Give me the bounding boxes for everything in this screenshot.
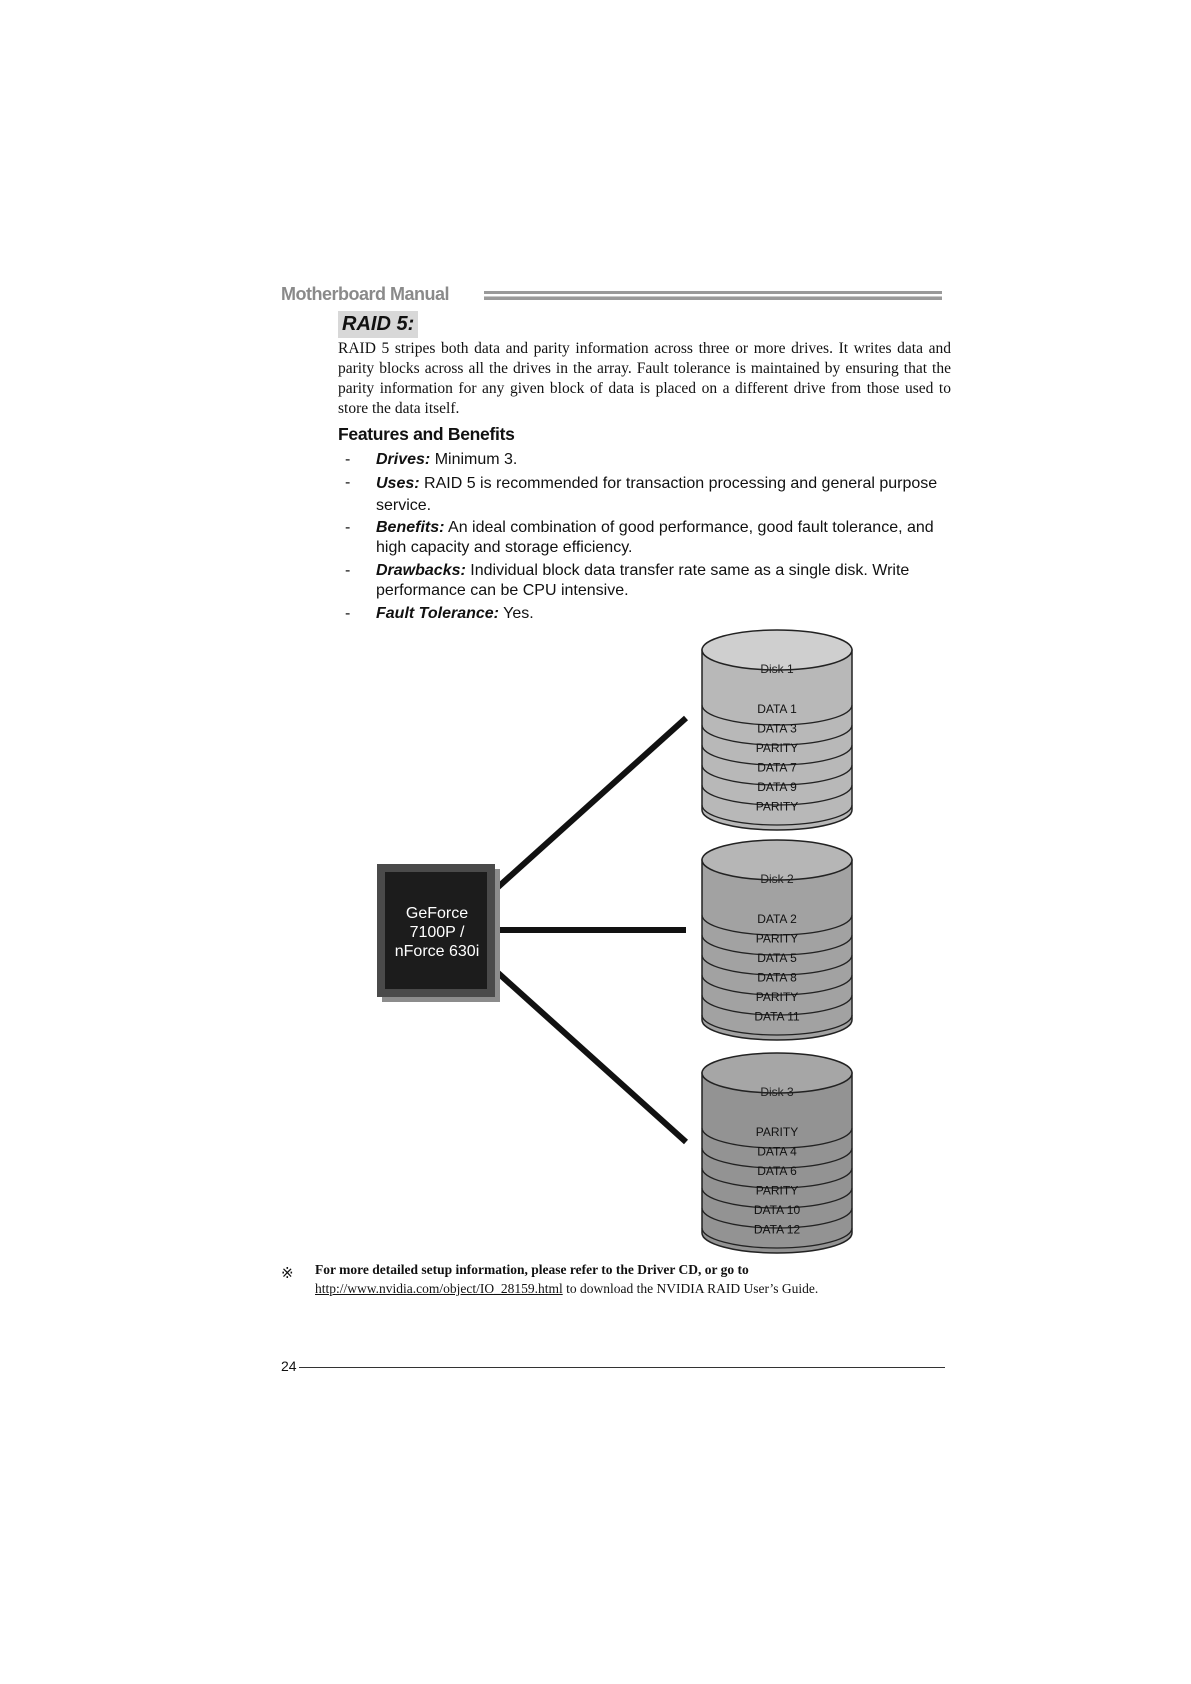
data-block-label: PARITY	[755, 741, 799, 755]
list-dash: -	[345, 474, 351, 491]
disk-array	[702, 630, 852, 1253]
data-block-label: PARITY	[755, 799, 799, 814]
footer-rule	[299, 1367, 945, 1368]
data-block-label: DATA 5	[757, 951, 797, 965]
list-dash: -	[345, 562, 351, 579]
data-block-label: DATA 11	[754, 1009, 800, 1024]
data-block-label: PARITY	[755, 1125, 799, 1139]
connector-line-disk3	[497, 972, 686, 1142]
feature-text: An ideal combination of good performance, good fault tolerance, and high capacity and storage efficiency.	[376, 519, 934, 556]
chipset-block	[377, 864, 500, 1002]
feature-label: Fault Tolerance:	[376, 605, 499, 622]
note-line-2-rest: to download the NVIDIA RAID User’s Guide.	[562, 1281, 819, 1296]
feature-text: Yes.	[498, 605, 534, 622]
feature-label: Drawbacks:	[376, 562, 466, 579]
disk-name: Disk 2	[760, 872, 794, 886]
section-title: RAID 5:	[338, 311, 418, 338]
disk-name: Disk 1	[760, 662, 794, 676]
data-block-label: DATA 1	[757, 702, 797, 716]
note-line-2	[315, 1281, 818, 1297]
intro-paragraph: RAID 5 stripes both data and parity information across three or more drives. It writes data and parity blocks across all the drives in the array. Fault tolerance is maintained by ensuring that the parity information for any given block of data is placed on a different drive from those used to store the data itself.	[338, 340, 951, 417]
feature-label: Benefits:	[376, 519, 445, 536]
data-block-label: PARITY	[755, 990, 799, 1004]
disk-3	[702, 1053, 852, 1253]
data-block-label: PARITY	[755, 931, 799, 946]
data-block-label: DATA 3	[757, 721, 797, 736]
data-block-label: DATA 7	[757, 760, 797, 775]
connector-line-disk1	[497, 718, 686, 888]
data-block-label: DATA 10	[753, 1203, 801, 1217]
list-dash: -	[345, 519, 351, 536]
list-dash: -	[345, 451, 351, 468]
note-line-1: For more detailed setup information, please refer to the Driver CD, or go to	[315, 1262, 749, 1277]
data-block-label: DATA 8	[757, 970, 797, 985]
data-block-label: DATA 4	[757, 1144, 797, 1159]
data-block-label: PARITY	[755, 1183, 799, 1198]
feature-text: Minimum 3.	[430, 451, 518, 468]
chip-label-line2: 7100P /	[409, 924, 465, 941]
data-block-label: DATA 6	[757, 1164, 797, 1178]
data-block-label: DATA 2	[757, 912, 797, 926]
chip-label-line1: GeForce	[405, 905, 469, 922]
driver-guide-link[interactable]: http://www.nvidia.com/object/IO_28159.html	[315, 1281, 563, 1296]
disk-name: Disk 3	[760, 1085, 794, 1099]
features-heading: Features and Benefits	[338, 424, 515, 444]
data-block-label: DATA 9	[757, 780, 797, 794]
manual-header-title: Motherboard Manual	[281, 284, 450, 304]
data-block-label: DATA 12	[753, 1222, 801, 1237]
feature-label: Drives:	[376, 451, 431, 468]
feature-label: Uses:	[376, 475, 420, 492]
list-dash: -	[345, 605, 351, 622]
page-number: 24	[281, 1358, 297, 1374]
note-mark: ※	[281, 1264, 294, 1282]
disk-2	[702, 840, 852, 1040]
feature-text: Individual block data transfer rate same as a single disk. Write performance can be CPU intensive.	[376, 562, 910, 599]
chip-label-line3: nForce 630i	[394, 943, 480, 960]
disk-1	[702, 630, 852, 830]
feature-text: RAID 5 is recommended for transaction processing and general purpose service.	[376, 475, 938, 514]
